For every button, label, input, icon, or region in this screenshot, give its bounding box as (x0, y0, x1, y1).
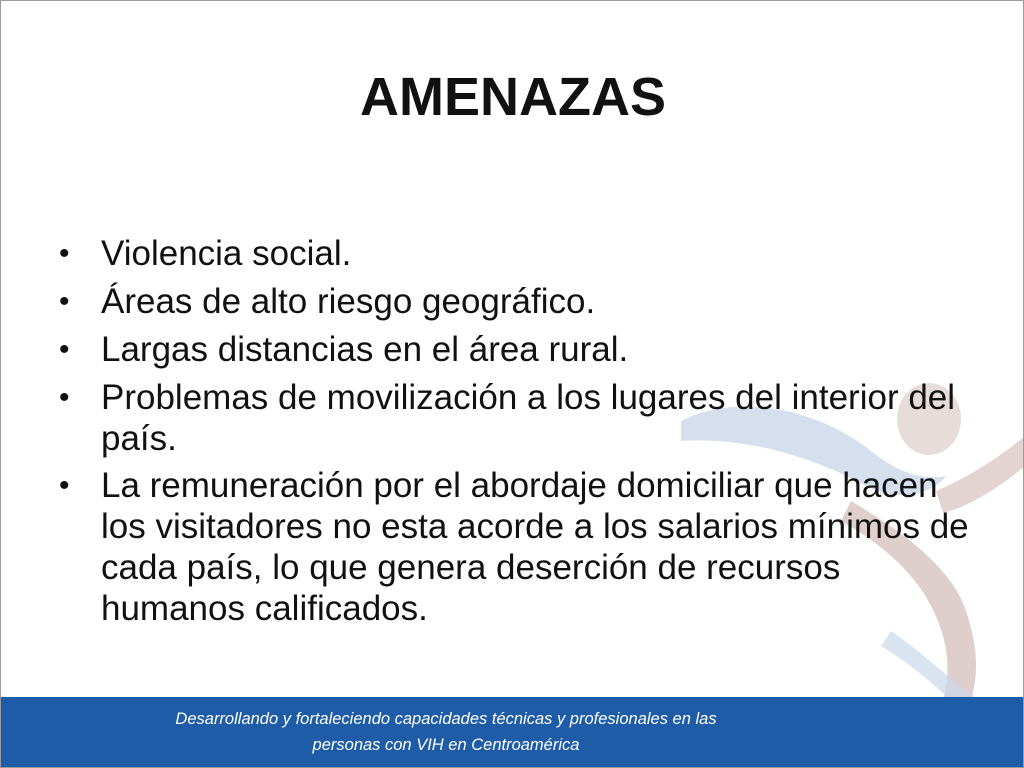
footer-text-line-1: Desarrollando y fortaleciendo capacidades técnicas y profesionales en las (175, 710, 717, 728)
bullet-marker: • (59, 237, 70, 270)
bullet-item (57, 233, 977, 275)
bullet-item (57, 377, 977, 459)
bullet-item (57, 465, 977, 629)
bullet-text: Violencia social. (101, 234, 352, 273)
bullet-list (57, 233, 977, 635)
bullet-text: Áreas de alto riesgo geográfico. (101, 282, 596, 321)
slide-title: AMENAZAS (360, 67, 666, 127)
bullet-item (57, 281, 977, 323)
bullet-text: Problemas de movilización a los lugares del interior del país. (101, 378, 956, 458)
bullet-marker: • (59, 285, 70, 318)
bullet-marker: • (59, 469, 70, 502)
bullet-text: La remuneración por el abordaje domiciliar que hacen los visitadores no esta acorde a los salarios mínimos de cada país, lo que genera deserción de recursos humanos calificados. (101, 466, 969, 628)
bullet-item (57, 329, 977, 371)
bullet-marker: • (59, 333, 70, 366)
footer-text-line-2: personas con VIH en Centroamérica (312, 736, 580, 754)
bullet-text: Largas distancias en el área rural. (101, 330, 629, 369)
footer-bar (1, 697, 1024, 768)
bullet-marker: • (59, 381, 70, 414)
